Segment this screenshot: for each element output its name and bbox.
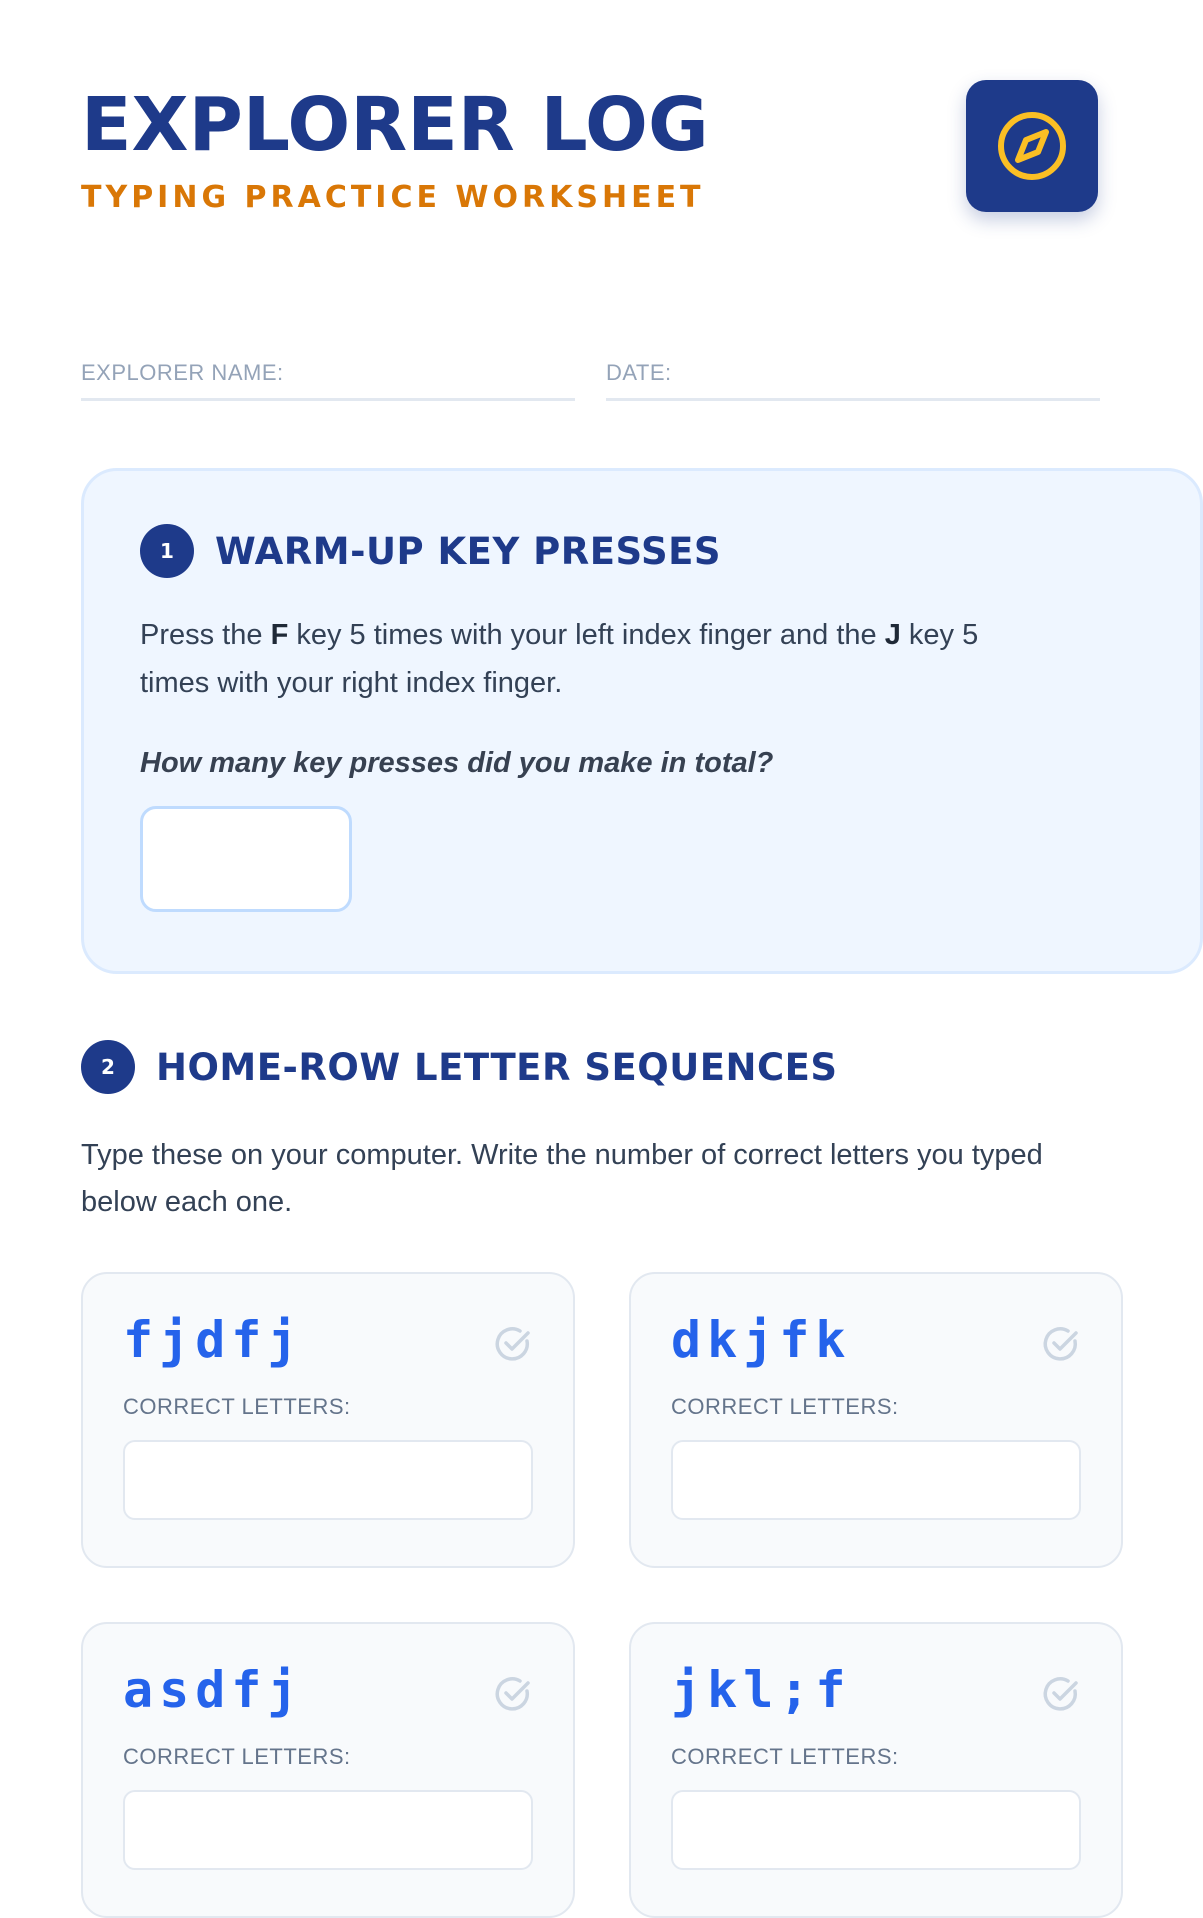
sequences-instruction: Type these on your computer. Write the number of correct letters you typed below each one. bbox=[81, 1139, 1043, 1218]
compass-icon bbox=[994, 108, 1070, 184]
meta-row bbox=[81, 360, 1100, 401]
step-number-badge: 2 bbox=[81, 1040, 135, 1094]
warmup-section-card bbox=[81, 468, 1203, 974]
date-label: DATE: bbox=[606, 360, 672, 385]
section-heading bbox=[81, 1040, 1100, 1094]
check-circle-icon bbox=[1041, 1674, 1081, 1714]
letter-sequence: jkl;f bbox=[671, 1661, 852, 1719]
letter-sequence: asdfj bbox=[123, 1661, 304, 1719]
logo-badge bbox=[966, 80, 1098, 212]
sequence-grid bbox=[81, 1272, 1100, 1918]
correct-letters-label: CORRECT LETTERS: bbox=[123, 1744, 351, 1769]
sequence-card bbox=[629, 1622, 1123, 1918]
correct-letters-label: CORRECT LETTERS: bbox=[123, 1394, 351, 1419]
section-title: WARM-UP KEY PRESSES bbox=[215, 529, 722, 573]
check-circle-icon bbox=[493, 1674, 533, 1714]
sequences-section bbox=[81, 1040, 1100, 1918]
explorer-name-field[interactable] bbox=[81, 360, 575, 401]
worksheet-header bbox=[81, 80, 1100, 300]
correct-letters-input[interactable] bbox=[671, 1790, 1081, 1870]
check-circle-icon bbox=[1041, 1324, 1081, 1364]
sequence-card bbox=[81, 1272, 575, 1568]
letter-sequence: fjdfj bbox=[123, 1311, 304, 1369]
key-name-f: F bbox=[270, 619, 289, 651]
page-subtitle: TYPING PRACTICE WORKSHEET bbox=[81, 180, 705, 215]
instruction-text: key 5 times with your right index finger. bbox=[140, 619, 979, 699]
correct-letters-input[interactable] bbox=[671, 1440, 1081, 1520]
instruction-text: Press the bbox=[140, 619, 271, 651]
sequence-card bbox=[81, 1622, 575, 1918]
key-name-j: J bbox=[884, 619, 901, 651]
page-title: EXPLORER LOG bbox=[81, 82, 709, 168]
warmup-instruction bbox=[140, 611, 1040, 707]
correct-letters-input[interactable] bbox=[123, 1440, 533, 1520]
correct-letters-label: CORRECT LETTERS: bbox=[671, 1744, 899, 1769]
sequence-card bbox=[629, 1272, 1123, 1568]
date-field[interactable] bbox=[606, 360, 1100, 401]
letter-sequence: dkjfk bbox=[671, 1311, 852, 1369]
section-title: HOME-ROW LETTER SEQUENCES bbox=[156, 1045, 838, 1089]
step-number-badge: 1 bbox=[140, 524, 194, 578]
correct-letters-label: CORRECT LETTERS: bbox=[671, 1394, 899, 1419]
check-circle-icon bbox=[493, 1324, 533, 1364]
correct-letters-input[interactable] bbox=[123, 1790, 533, 1870]
instruction-text: key 5 times with your left index finger and the bbox=[288, 619, 885, 651]
warmup-question: How many key presses did you make in total? bbox=[140, 747, 774, 779]
total-key-presses-input[interactable] bbox=[140, 806, 352, 912]
explorer-name-label: EXPLORER NAME: bbox=[81, 360, 284, 385]
section-heading bbox=[140, 524, 1144, 578]
